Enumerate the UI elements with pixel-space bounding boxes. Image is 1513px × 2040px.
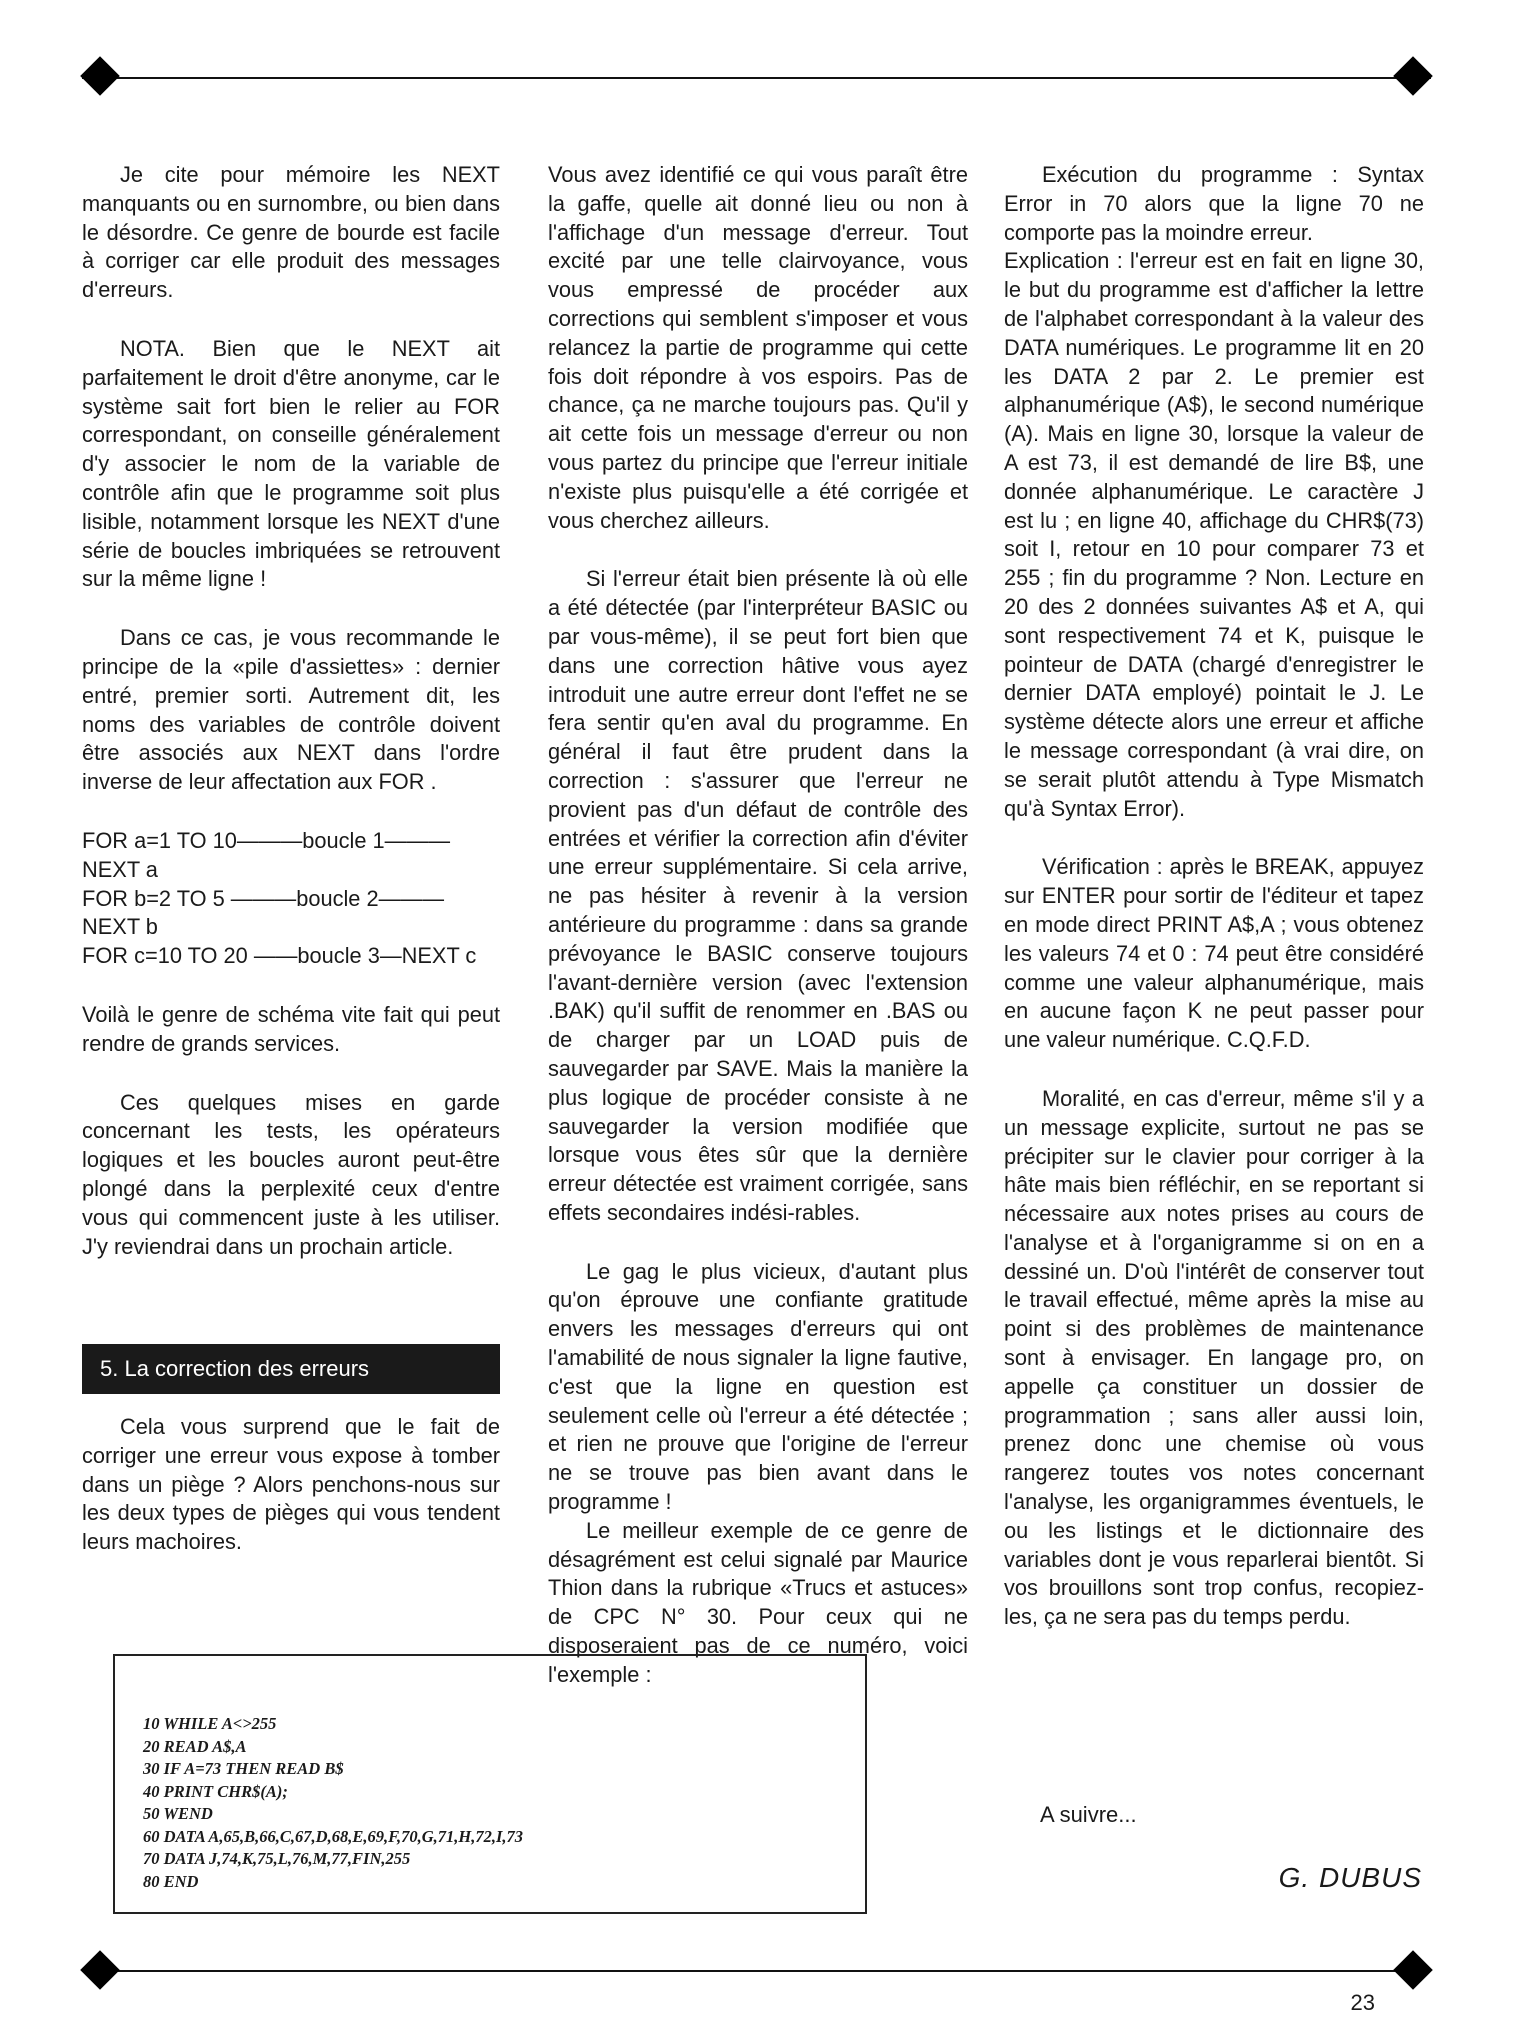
listing-line: 10 WHILE A<>255 bbox=[143, 1714, 277, 1733]
col1-paragraph-2: NOTA. Bien que le NEXT ait parfaitement le droit d'être anonyme, car le système sait fort bien le relier au FOR correspondant, on conseille généralement d'y associer le nom de la variable de contrôle afin que le programme soit plus lisible, notamment lorsque les NEXT d'une série de boucles imbriquées se retrouvent sur la même ligne ! bbox=[82, 335, 500, 592]
for-next-example bbox=[82, 827, 500, 971]
listing-line: 80 END bbox=[143, 1871, 199, 1891]
page-number: 23 bbox=[1350, 1990, 1375, 2015]
column-1-after-heading bbox=[82, 1413, 500, 1587]
top-left-diamond-icon bbox=[80, 56, 120, 96]
listing-line: 20 READ A$,A bbox=[143, 1736, 247, 1756]
section-heading: 5. La correction des erreurs bbox=[82, 1344, 500, 1394]
top-rule bbox=[82, 77, 1431, 79]
author-signature: G. DUBUS bbox=[1278, 1862, 1422, 1893]
listing-line: 60 DATA A,65,B,66,C,67,D,68,E,69,F,70,G,71,H,72,I,73 bbox=[143, 1826, 524, 1846]
listing-line: 40 PRINT CHR$(A); bbox=[143, 1781, 288, 1801]
col2-paragraph-3: Le gag le plus vicieux, d'autant plus qu'on éprouve une confiante gratitude envers les messages d'erreurs qui ont l'amabilité de nous signaler la ligne fautive, c'est que la ligne en question est seulement celle où l'erreur a été détectée ; et rien ne prouve que l'origine de l'erreur ne se trouve pas bien avant dans le programme ! bbox=[548, 1258, 968, 1515]
col2-paragraph-2: Si l'erreur était bien présente là où elle a été détectée (par l'interpréteur BASIC ou par vous-même), il se peut fort bien que dans une correction hâtive vous ayez introduit une autre erreur dont l'effet ne se fera sentir qu'en aval du programme. En général il faut être prudent dans la correction : s'assurer que l'erreur ne provient pas d'un défaut de contrôle des entrées et vérifier la correction afin d'éviter une erreur supplémentaire. Si cela arrive, ne pas hésiter à revenir à la version antérieure du programme : dans sa grande prévoyance le BASIC conserve toujours l'avant-dernière version (avec l'extension .BAK) qu'il suffit de renommer en .BAS ou de charger par un LOAD puis de sauvegarder par SAVE. Mais la manière la plus logique de procéder consiste à ne sauvegarder la version modifiée que lorsque vous êtes sûr que la dernière erreur détectée est vraiment corrigée, sans effets secondaires indési-rables. bbox=[548, 566, 968, 1225]
for-next-line: FOR b=2 TO 5 ———boucle 2——— bbox=[82, 885, 445, 911]
col2-paragraph-4: Le meilleur exemple de ce genre de désagrément est celui signalé par Maurice Thion dans la rubrique «Trucs et astuces» de CPC N° 30. Pour ceux qui ne disposeraient pas de ce numéro, voici l'exemple : bbox=[548, 1517, 968, 1687]
col1-paragraph-3: Dans ce cas, je vous recommande le principe de la «pile d'assiettes» : dernier entré, premier sorti. Autrement dit, les noms des variables de contrôle doivent être associés aux NEXT dans l'ordre inverse de leur affectation aux FOR . bbox=[82, 625, 500, 795]
for-next-line: NEXT a bbox=[82, 856, 158, 882]
to-be-continued: A suivre... bbox=[1040, 1802, 1137, 1827]
listing-line: 30 IF A=73 THEN READ B$ bbox=[143, 1759, 344, 1778]
col1-paragraph-6: Cela vous surprend que le fait de corriger une erreur vous expose à tomber dans un piège ? Alors penchons-nous sur les deux types de pièges qui vous tendent leurs machoires. bbox=[82, 1414, 500, 1555]
column-1 bbox=[82, 161, 500, 1291]
program-listing bbox=[113, 1654, 867, 1914]
bottom-rule bbox=[82, 1970, 1431, 1972]
for-next-line: FOR c=10 TO 20 ——boucle 3—NEXT c bbox=[82, 943, 477, 969]
col3-paragraph-3: Vérification : après le BREAK, appuyez sur ENTER pour sortir de l'éditeur et tapez en mode direct PRINT A$,A ; vous obtenez les valeurs 74 et 0 : 74 peut être considéré comme une valeur alphanumérique, mais en aucune façon K ne peut passer pour une valeur numérique. C.Q.F.D. bbox=[1004, 854, 1424, 1053]
col3-paragraph-2: Explication : l'erreur est en fait en ligne 30, le but du programme est d'afficher la lettre de l'alphabet correspondant à la valeur des DATA numériques. Le programme lit en 20 les DATA 2 par 2. Le premier est alphanumérique (A$), le second numérique (A). Mais en ligne 30, lorsque la valeur de A est 73, il est demandé de lire B$, une donnée alphanumérique. Le caractère J est lu ; en ligne 40, affichage du CHR$(73) soit I, retour en 10 pour comparer 73 et 255 ; fin du programme ? Non. Lecture en 20 des 2 données suivantes A$ et A, qui sont respectivement 74 et K, puisque le pointeur de DATA (chargé d'enregistrer le dernier DATA employé) pointait le J. Le système détecte alors une erreur et affiche le message correspondant (à vrai dire, on se serait plutôt attendu à Type Mismatch qu'à Syntax Error). bbox=[1004, 248, 1424, 821]
col3-paragraph-4: Moralité, en cas d'erreur, même s'il y a un message explicite, surtout ne pas se précipiter sur le clavier pour corriger à la hâte mais bien réfléchir, en se reportant si nécessaire aux notes prises au cours de l'analyse et à l'organigramme si on en a dessiné un. D'où l'intérêt de conserver tout le travail effectué, même après la mise au point si des problèmes de maintenance sont à envisager. En langage pro, on appelle ça constituer un dossier de programmation ; sans aller aussi loin, prenez donc une chemise où vous rangerez toutes vos notes concernant l'analyse, les organigrammes éventuels, le ou les listings et le dictionnaire des variables dont je vous reparlerai bientôt. Si vos brouillons sont trop confus, recopiez-les, ça ne sera pas du temps perdu. bbox=[1004, 1085, 1424, 1630]
listing-line: 70 DATA J,74,K,75,L,76,M,77,FIN,255 bbox=[143, 1849, 411, 1868]
for-next-line: FOR a=1 TO 10———boucle 1——— bbox=[82, 827, 451, 853]
bottom-right-diamond-icon bbox=[1393, 1950, 1433, 1990]
col1-paragraph-4: Voilà le genre de schéma vite fait qui peut rendre de grands services. bbox=[82, 1001, 500, 1056]
bottom-left-diamond-icon bbox=[80, 1950, 120, 1990]
col3-paragraph-1: Exécution du programme : Syntax Error in 70 alors que la ligne 70 ne comporte pas la moindre erreur. bbox=[1004, 162, 1424, 245]
listing-line: 50 WEND bbox=[143, 1804, 213, 1823]
column-2 bbox=[548, 161, 968, 1720]
col2-paragraph-1: Vous avez identifié ce qui vous paraît être la gaffe, quelle ait donné lieu ou non à l'affichage d'un message d'erreur. Tout excité par une telle clairvoyance, vous vous empressé de procéder aux corrections qui semblent s'imposer et vous relancez la partie de programme qui cette fois doit répondre à vos espoirs. Pas de chance, ça ne marche toujours pas. Qu'il y ait cette fois un message d'erreur ou non vous partez du principe que l'erreur initiale n'existe plus puisqu'elle a été corrigée et vous cherchez ailleurs. bbox=[548, 162, 968, 533]
col1-paragraph-5: Ces quelques mises en garde concernant les tests, les opérateurs logiques et les boucles auront peut-être plongé dans la perplexité ceux d'entre vous qui commencent juste à les utiliser. J'y reviendrai dans un prochain article. bbox=[82, 1089, 500, 1259]
for-next-line: NEXT b bbox=[82, 914, 158, 940]
col1-paragraph-1: Je cite pour mémoire les NEXT manquants ou en surnombre, ou bien dans le désordre. Ce genre de bourde est facile à corriger car elle produit des messages d'erreurs. bbox=[82, 162, 500, 303]
top-right-diamond-icon bbox=[1393, 56, 1433, 96]
column-3 bbox=[1004, 161, 1424, 1662]
